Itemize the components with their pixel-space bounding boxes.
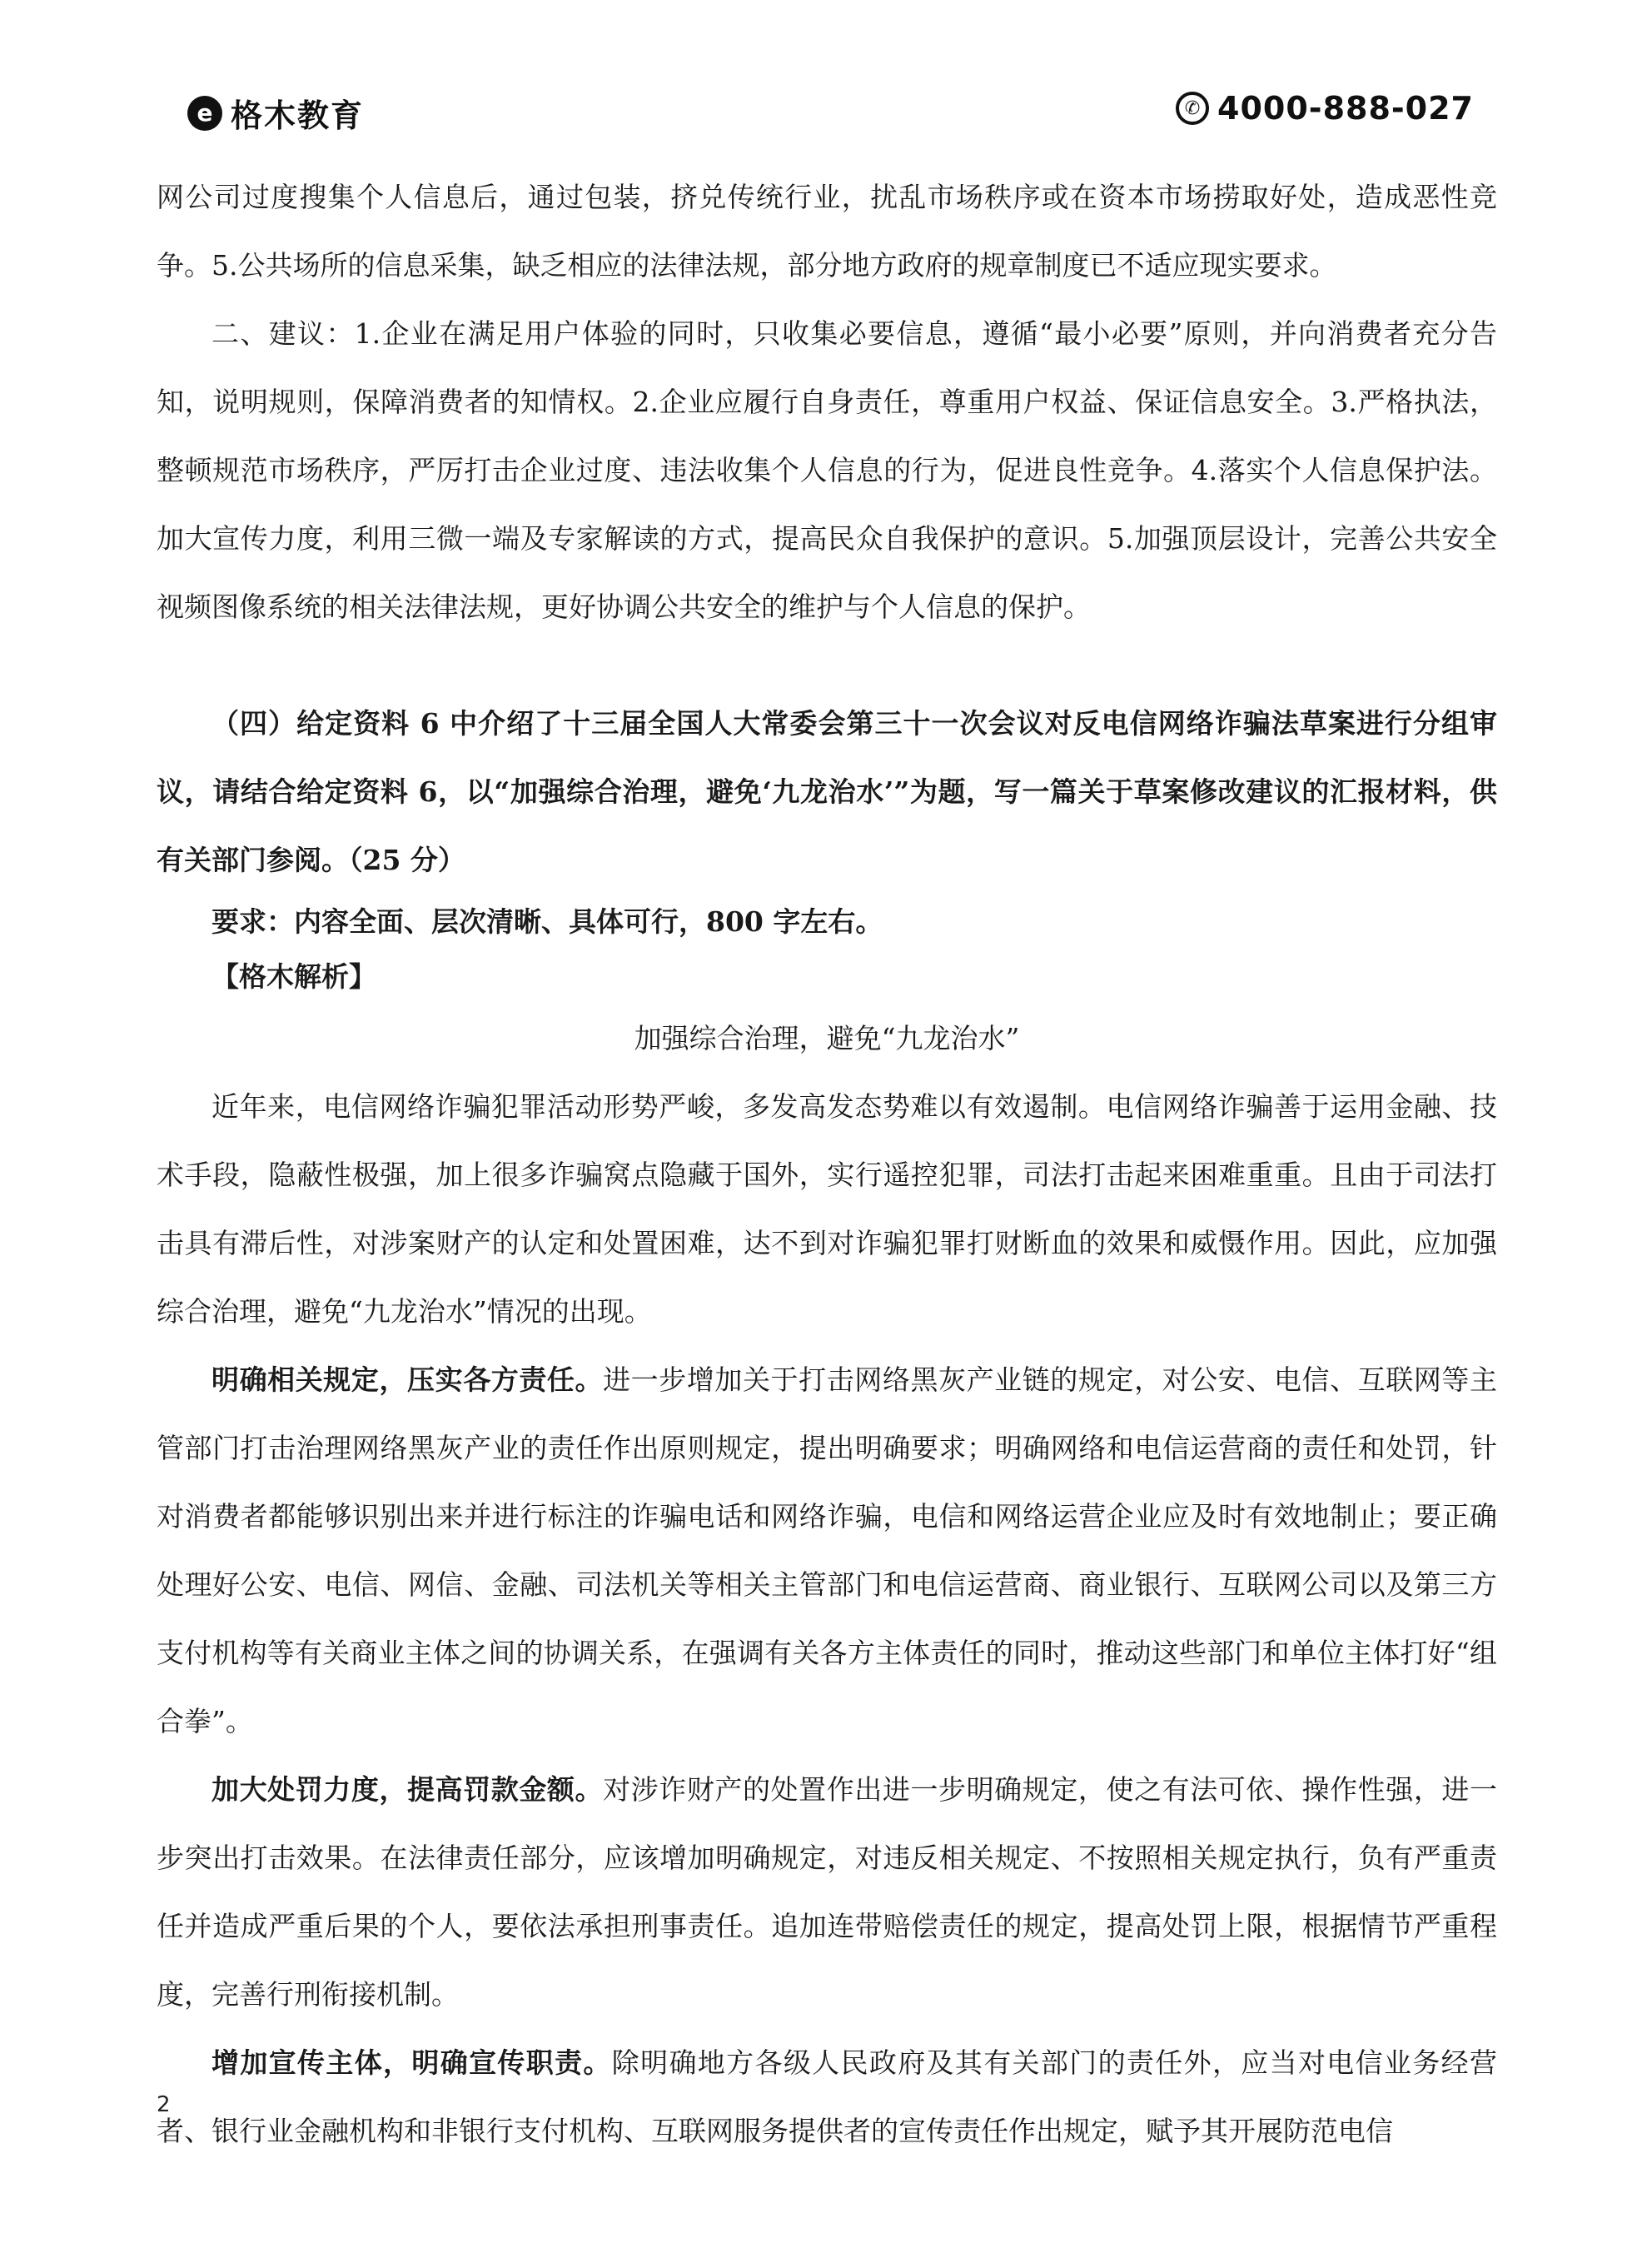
section-2-body: 对涉诈财产的处置作出进一步明确规定，使之有法可依、操作性强，进一步突出打击效果。在法律责任部分，应该增加明确规定，对违反相关规定、不按照相关规定执行，负有严重责任并造成严重后果的个人，要依法承担刑事责任。追加连带赔偿责任的规定，提高处罚上限，根据情节严重程度，完善行刑衔接机制。 <box>157 1773 1498 2011</box>
essay-section-3 <box>157 2029 1497 2166</box>
analysis-label: 【格木解析】 <box>211 960 376 993</box>
section-1-heading: 明确相关规定，压实各方责任。 <box>211 1363 604 1396</box>
page-number: 2 <box>157 2092 171 2117</box>
page-header <box>187 90 1474 140</box>
question-requirement: 要求：内容全面、层次清晰、具体可行，800 字左右。 <box>211 905 883 938</box>
section-3-heading: 增加宣传主体，明确宣传职责。 <box>211 2046 612 2079</box>
essay-section-1 <box>157 1346 1497 1756</box>
essay-section-2 <box>157 1756 1497 2029</box>
section-2-heading: 加大处罚力度，提高罚款金额。 <box>211 1773 604 1806</box>
contact-phone <box>1176 90 1474 127</box>
question-prompt: （四）给定资料 6 中介绍了十三届全国人大常委会第三十一次会议对反电信网络诈骗法草案进行分组审议，请结合给定资料 6，以“加强综合治理，避免‘九龙治水’”为题，写一篇关于草案修改建议的汇报材料，供有关部门参阅。（25 分） <box>157 707 1497 876</box>
essay-intro: 近年来，电信网络诈骗犯罪活动形势严峻，多发高发态势难以有效遏制。电信网络诈骗善于运用金融、技术手段，隐蔽性极强，加上很多诈骗窝点隐藏于国外，实行遥控犯罪，司法打击起来困难重重。且由于司法打击具有滞后性，对涉案财产的认定和处置困难，达不到对诈骗犯罪打财断血的效果和威慑作用。因此，应加强综合治理，避免“九龙治水”情况的出现。 <box>157 1090 1497 1328</box>
logo-icon: e <box>187 96 222 131</box>
phone-icon: ✆ <box>1176 92 1209 125</box>
phone-number: 4000-888-027 <box>1217 90 1474 127</box>
document-body <box>157 163 1497 2166</box>
section-gap <box>157 641 1497 690</box>
paragraph-suggestions: 二、建议：1.企业在满足用户体验的同时，只收集必要信息，遵循“最小必要”原则，并向消费者充分告知，说明规则，保障消费者的知情权。2.企业应履行自身责任，尊重用户权益、保证信息安全。3.严格执法，整顿规范市场秩序，严厉打击企业过度、违法收集个人信息的行为，促进良性竞争。4.落实个人信息保护法。加大宣传力度，利用三微一端及专家解读的方式，提高民众自我保护的意识。5.加强顶层设计，完善公共安全视频图像系统的相关法律法规，更好协调公共安全的维护与个人信息的保护。 <box>157 317 1497 623</box>
section-3-body: 除明确地方各级人民政府及其有关部门的责任外，应当对电信业务经营者、银行业金融机构和非银行支付机构、互联网服务提供者的宣传责任作出规定，赋予其开展防范电信 <box>157 2046 1498 2147</box>
brand-logo <box>187 90 364 136</box>
paragraph-continued: 网公司过度搜集个人信息后，通过包装，挤兑传统行业，扰乱市场秩序或在资本市场捞取好处，造成恶性竞争。5.公共场所的信息采集，缺乏相应的法律法规，部分地方政府的规章制度已不适应现实要求。 <box>157 181 1497 282</box>
section-1-body: 进一步增加关于打击网络黑灰产业链的规定，对公安、电信、互联网等主管部门打击治理网络黑灰产业的责任作出原则规定，提出明确要求；明确网络和电信运营商的责任和处罚，针对消费者都能够识别出来并进行标注的诈骗电话和网络诈骗，电信和网络运营企业应及时有效地制止；要正确处理好公安、电信、网信、金融、司法机关等相关主管部门和电信运营商、商业银行、互联网公司以及第三方支付机构等有关商业主体之间的协调关系，在强调有关各方主体责任的同时，推动这些部门和单位主体打好“组合拳”。 <box>157 1363 1498 1737</box>
brand-name: 格木教育 <box>231 97 365 134</box>
essay-title: 加强综合治理，避免“九龙治水” <box>634 1022 1020 1054</box>
